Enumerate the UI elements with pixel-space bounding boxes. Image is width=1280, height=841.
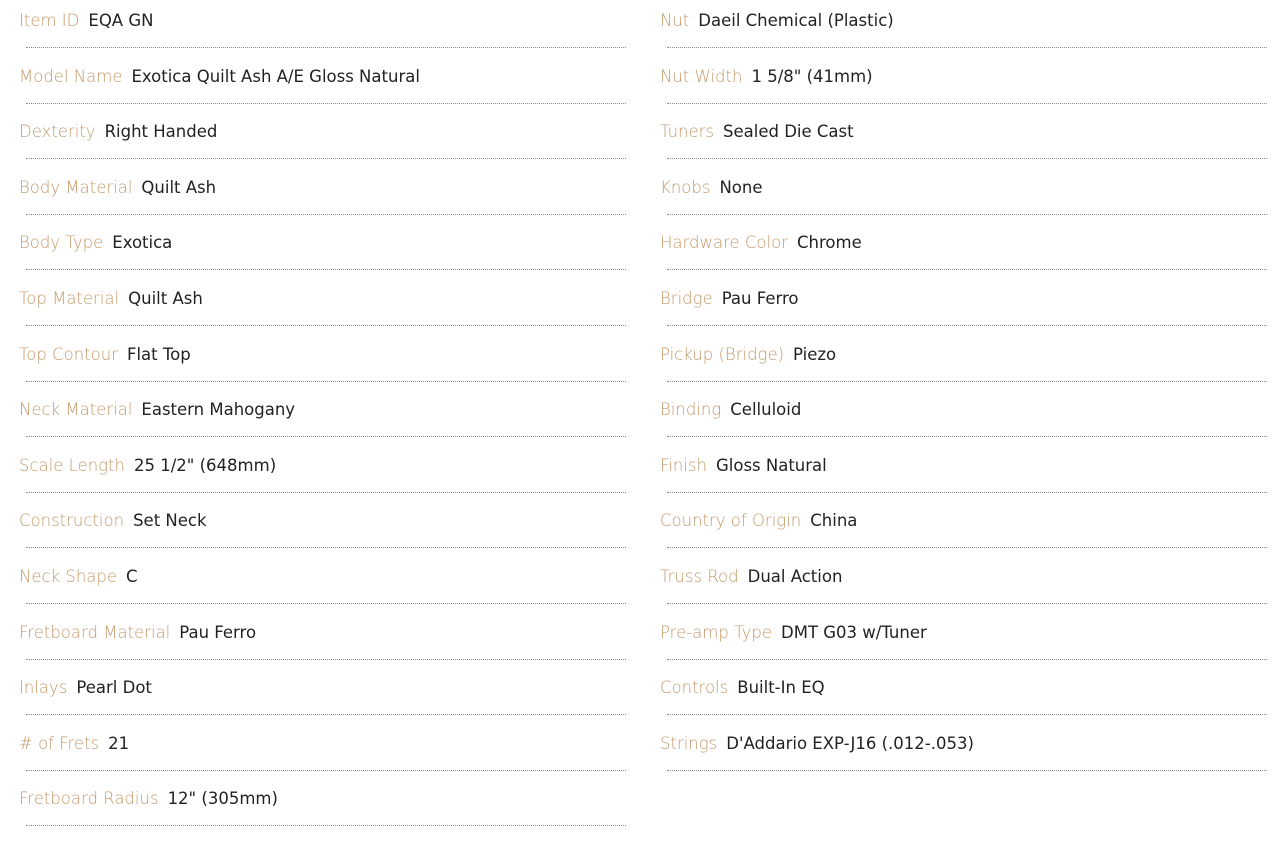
spec-value: Set Neck — [133, 511, 207, 531]
row-divider — [26, 103, 626, 104]
spec-label: # of Frets — [19, 733, 100, 753]
row-divider — [26, 436, 626, 437]
spec-row — [19, 500, 626, 556]
row-divider — [667, 325, 1267, 326]
row-divider — [26, 47, 626, 48]
spec-value: C — [126, 566, 138, 586]
spec-label: Body Material — [19, 177, 133, 197]
spec-label: Controls — [660, 678, 729, 698]
spec-value: Quilt Ash — [141, 177, 217, 197]
spec-value: 21 — [108, 733, 130, 753]
spec-value: Exotica Quilt Ash A/E Gloss Natural — [131, 66, 420, 86]
row-divider — [26, 158, 626, 159]
spec-label: Fretboard Material — [19, 622, 171, 642]
spec-value: DMT G03 w/Tuner — [781, 622, 927, 642]
row-divider — [667, 381, 1267, 382]
spec-value: Piezo — [793, 344, 837, 364]
spec-label: Body Type — [19, 233, 104, 253]
spec-column-right — [660, 0, 1267, 778]
row-divider — [26, 214, 626, 215]
row-divider — [667, 714, 1267, 715]
spec-label: Item ID — [19, 11, 80, 30]
spec-label: Pickup (Bridge) — [660, 344, 785, 364]
spec-row — [19, 56, 626, 112]
spec-row — [19, 612, 626, 668]
row-divider — [667, 492, 1267, 493]
spec-row — [660, 445, 1267, 501]
row-divider — [26, 603, 626, 604]
spec-row — [660, 111, 1267, 167]
spec-row — [19, 778, 626, 834]
spec-row — [19, 0, 626, 56]
spec-row — [19, 556, 626, 612]
spec-value: Gloss Natural — [715, 455, 827, 475]
row-divider — [26, 825, 626, 826]
spec-label: Knobs — [660, 177, 711, 197]
spec-row — [19, 667, 626, 723]
spec-label: Scale Length — [19, 455, 125, 475]
spec-row — [660, 389, 1267, 445]
spec-value: Right Handed — [104, 122, 218, 142]
spec-value: Eastern Mahogany — [141, 400, 296, 420]
spec-row — [19, 723, 626, 779]
spec-value: Quilt Ash — [128, 288, 203, 308]
spec-row — [19, 222, 626, 278]
spec-row — [660, 500, 1267, 556]
spec-label: Top Contour — [19, 344, 118, 364]
spec-label: Top Material — [19, 288, 120, 308]
spec-label: Model Name — [19, 66, 123, 86]
spec-value: 25 1/2" (648mm) — [133, 455, 277, 475]
spec-value: Exotica — [112, 233, 173, 253]
spec-label: Dexterity — [19, 122, 96, 142]
spec-value: Pau Ferro — [721, 288, 799, 308]
row-divider — [667, 269, 1267, 270]
row-divider — [26, 492, 626, 493]
spec-value: 1 5/8" (41mm) — [751, 66, 873, 86]
row-divider — [667, 103, 1267, 104]
spec-label: Finish — [660, 455, 707, 475]
spec-row — [660, 222, 1267, 278]
spec-value: Pearl Dot — [76, 678, 152, 698]
spec-label: Pre-amp Type — [660, 622, 772, 642]
row-divider — [26, 659, 626, 660]
spec-label: Truss Rod — [660, 566, 739, 586]
spec-label: Neck Shape — [19, 566, 118, 586]
spec-value: Daeil Chemical (Plastic) — [698, 11, 894, 30]
spec-label: Bridge — [660, 288, 713, 308]
spec-label: Country of Origin — [660, 511, 802, 531]
spec-label: Binding — [660, 400, 722, 420]
spec-label: Neck Material — [19, 400, 133, 420]
spec-value: None — [719, 177, 763, 197]
spec-value: 12" (305mm) — [167, 789, 278, 809]
row-divider — [667, 436, 1267, 437]
spec-label: Construction — [19, 511, 125, 531]
spec-value: Chrome — [797, 233, 862, 253]
spec-label: Fretboard Radius — [19, 789, 159, 809]
spec-value: Built-In EQ — [737, 678, 825, 698]
row-divider — [26, 381, 626, 382]
row-divider — [667, 214, 1267, 215]
spec-value: Pau Ferro — [179, 622, 257, 642]
spec-row — [19, 111, 626, 167]
spec-row — [660, 612, 1267, 668]
spec-row — [660, 556, 1267, 612]
spec-row — [19, 445, 626, 501]
spec-row — [660, 0, 1267, 56]
spec-label: Inlays — [19, 678, 68, 698]
spec-label: Tuners — [660, 122, 715, 142]
spec-column-left — [19, 0, 626, 834]
row-divider — [667, 547, 1267, 548]
spec-row — [660, 334, 1267, 390]
spec-row — [19, 167, 626, 223]
spec-row — [660, 167, 1267, 223]
spec-row — [660, 278, 1267, 334]
row-divider — [26, 770, 626, 771]
row-divider — [667, 158, 1267, 159]
row-divider — [26, 325, 626, 326]
spec-label: Hardware Color — [660, 233, 788, 253]
row-divider — [667, 47, 1267, 48]
row-divider — [26, 714, 626, 715]
spec-row — [660, 723, 1267, 779]
spec-row — [19, 389, 626, 445]
spec-row — [660, 667, 1267, 723]
spec-value: D'Addario EXP-J16 (.012-.053) — [726, 733, 974, 753]
spec-row — [19, 334, 626, 390]
row-divider — [26, 269, 626, 270]
row-divider — [667, 659, 1267, 660]
spec-value: China — [810, 511, 858, 531]
spec-row — [19, 278, 626, 334]
spec-label: Nut — [660, 11, 690, 30]
spec-label: Strings — [660, 733, 718, 753]
spec-value: Celluloid — [730, 400, 802, 420]
spec-value: Dual Action — [747, 566, 843, 586]
spec-value: Flat Top — [126, 344, 191, 364]
row-divider — [667, 770, 1267, 771]
spec-label: Nut Width — [660, 66, 743, 86]
spec-value: Sealed Die Cast — [723, 122, 854, 142]
row-divider — [26, 547, 626, 548]
spec-row — [660, 56, 1267, 112]
spec-value: EQA GN — [88, 11, 154, 30]
row-divider — [667, 603, 1267, 604]
